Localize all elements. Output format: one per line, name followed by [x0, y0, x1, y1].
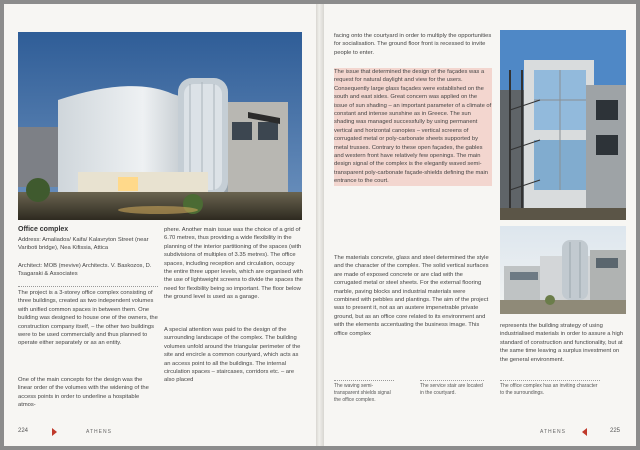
project-address: Address: Amaliados/ Kaifa/ Kalavryton Street (near Variboti bridge), Nea Kifissia, Attica [18, 237, 149, 252]
page-arrow-icon [582, 428, 587, 436]
right-col2-para1: represents the building strategy of using industrialised materials in order to assure a high standard of construction and functionality, but at the same time leaving a surplus investment on the general environment. [500, 323, 624, 363]
book-gutter [316, 4, 324, 446]
book-spread [4, 4, 636, 446]
left-running-head: ATHENS [86, 429, 112, 435]
left-col1-para1: The project is a 3-storey office complex consisting of three buildings, created as two independent volumes with unified common spaces in between them. One building was designed to house one of the owners, the construction company itself, – the other two buildings were to be used commercially and thus planned to operate either separately or as an entity. [18, 290, 158, 347]
right-col1-para1: facing onto the courtyard in order to multiply the opportunities for socialisation. The ground floor front is recessed to invite people to enter. [334, 33, 492, 56]
overview-illustration [500, 226, 626, 314]
office-complex-illustration [18, 32, 302, 220]
right-folio: 225 [610, 428, 621, 434]
divider [18, 286, 158, 287]
project-architects: Architect: MOB (mevive) Architects. V. Baskozos, D. Tsagaraki & Associates [18, 263, 152, 278]
left-page [4, 4, 316, 446]
complex-overview-photo [500, 226, 626, 314]
right-running-head: ATHENS [540, 429, 566, 435]
right-page [324, 4, 636, 446]
project-title: Office complex [18, 226, 69, 233]
caption-service-stair: The service stair are located in the courtyard. [420, 380, 484, 397]
left-col2-para2: A special attention was paid to the design of the surrounding landscape of the complex. The building volumes unfold around the triangular perimeter of the site and encircle a common courtyard, which acts as an access point to all the buildings. The internal circulation spaces – staircases, corridors etc. – are also placed [164, 327, 301, 384]
caption-inviting-character: The office complex has an inviting character to the surroundings. [500, 380, 600, 397]
left-col1-para2: One of the main concepts for the design was the linear order of the volumes with the widening of the access points in order to underline a hospitable atmos- [18, 377, 149, 409]
right-col1-para3: The materials concrete, glass and steel determined the style and the character of the complex. The solid vertical surfaces are made of exposed concrete or are clad with the corrugated metal or steel sheets. For the external flooring marble, paving blocks and industrial materials were combined with pebbles and plantings. The aim of the project was to present it, not as an austere impenetrable private ground, but as an office core related to its environment and with the elements accentuating the business image. This office complex [334, 255, 489, 337]
caption-waving-shields: The waving semi-transparent shields signal the office complex. [334, 380, 394, 403]
page-arrow-icon [52, 428, 57, 436]
right-col1-para2: The issue that determined the design of the façades was a request for natural daylight and view for the users. Consequently large glass façades were established on the south and east sides. Great concern was applied on the issue of sun shading – an important parameter of a climate of constant and intense sunshine as in Greece. The sun shading was managed successfully by using permanent vertical and horizontal canopies – vertical screens of corrugated metal or poly-carbonate sheets supported by metal trusses. Contrary to these open façades, the gables and western front have relatively few openings. The main design signal of the complex is the elegantly waved semi-transparent poly-carbonate façade-shields defining the main entrance to the court. [334, 69, 492, 185]
left-col2-para1: phere. Another main issue was the choice of a grid of 6.70 metres, thus providing a wide flexibility in the planning of the interior partitioning of the spaces (with subdivisions of multiples of 3.35 metres). The office spaces, including reception and circulation, occupy the entire three upper levels, which are organised with the use of lightweight screens to divide the spaces the need for flexibility being so important. The floor below the ground level is used as a garage. [164, 227, 303, 301]
office-complex-photo [18, 32, 302, 220]
staircase-illustration [500, 30, 626, 220]
staircase-photo [500, 30, 626, 220]
left-folio: 224 [18, 428, 29, 434]
